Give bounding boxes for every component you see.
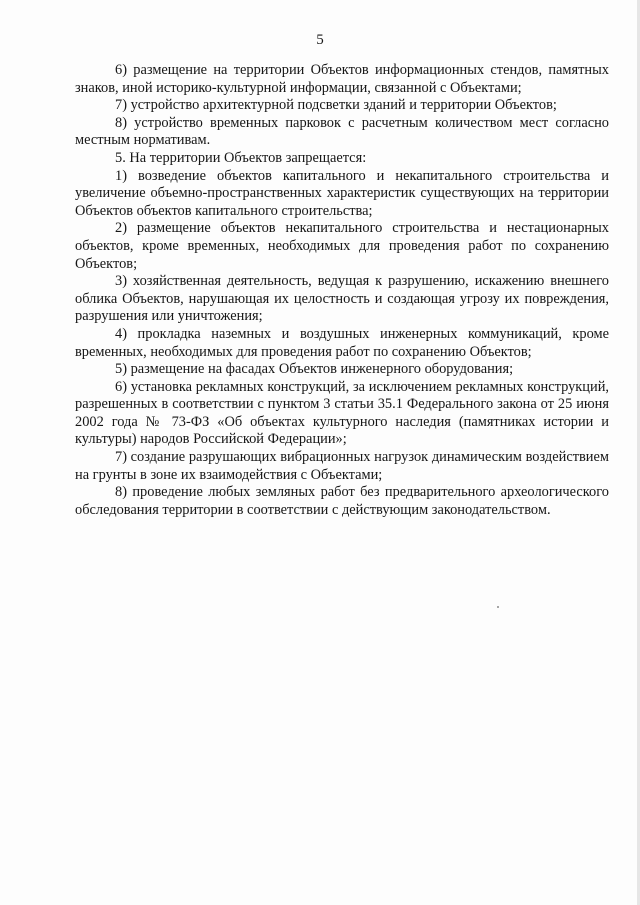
prohibition-8-earthworks: 8) проведение любых земляных работ без предварительного археологического обследования территории в соответствии с действующим законодательством. <box>75 484 609 518</box>
paragraph-6-information-stands: 6) размещение на территории Объектов информационных стендов, памятных знаков, иной историко-культурной информации, связанной с Объектами; <box>75 62 609 96</box>
page-number: 5 <box>316 32 324 48</box>
prohibition-4-utilities: 4) прокладка наземных и воздушных инженерных коммуникаций, кроме временных, необходимых для проведения работ по сохранению Объектов; <box>75 325 609 360</box>
document-body <box>75 62 609 519</box>
prohibition-3-economic-activity: 3) хозяйственная деятельность, ведущая к разрушению, искажению внешнего облика Объектов, нарушающая их целостность и создающая угрозу их повреждения, разрушения или уничтожения; <box>75 273 609 325</box>
section-5-heading: 5. На территории Объектов запрещается: <box>115 149 367 166</box>
prohibition-6-advertising: 6) установка рекламных конструкций, за исключением рекламных конструкций, разрешенных в соответствии с пунктом 3 статьи 35.1 Федерального закона от 25 июня 2002 года № 73-ФЗ «Об объектах культурного наследия (памятниках истории и культуры) народов Российской Федерации»; <box>75 378 609 448</box>
prohibition-1-construction: 1) возведение объектов капитального и некапитального строительства и увеличение объемно-пространственных характеристик существующих на территории Объектов объектов капитального строительства; <box>75 167 609 219</box>
paragraph-8-parking: 8) устройство временных парковок с расчетным количеством мест согласно местным нормативам. <box>75 114 609 149</box>
paragraph-7-lighting: 7) устройство архитектурной подсветки зданий и территории Объектов; <box>115 97 557 114</box>
prohibition-7-vibration: 7) создание разрушающих вибрационных нагрузок динамическим воздействием на грунты в зоне их взаимодействия с Объектами; <box>75 449 609 483</box>
prohibition-5-facade-equipment: 5) размещение на фасадах Объектов инженерного оборудования; <box>115 361 514 378</box>
scan-speck <box>497 606 499 608</box>
prohibition-2-temporary-objects: 2) размещение объектов некапитального строительства и нестационарных объектов, кроме временных, необходимых для проведения работ по сохранению Объектов; <box>75 220 609 272</box>
